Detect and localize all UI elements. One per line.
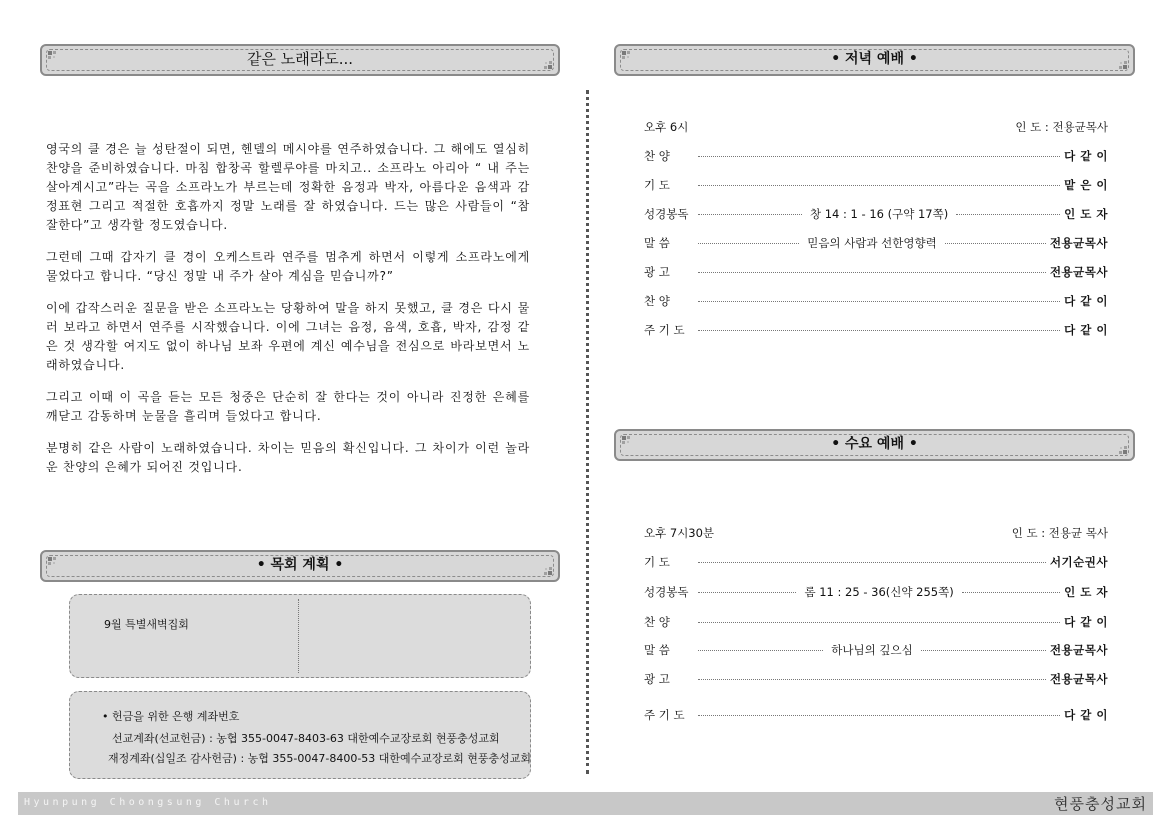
leader-dots	[962, 592, 1060, 593]
evening-order	[644, 118, 1108, 348]
plan-box-divider	[298, 599, 299, 673]
order-row	[644, 670, 1108, 688]
leader-dots	[698, 272, 1046, 273]
order-row	[644, 147, 1108, 165]
order-label: 성경봉독	[644, 207, 689, 221]
order-row	[644, 706, 1108, 724]
leader-dots	[956, 214, 1060, 215]
wednesday-banner	[614, 429, 1135, 461]
story-paragraph: 분명히 같은 사람이 노래하였습니다. 차이는 믿음의 확신입니다. 그 차이가 이런 놀라운 찬양의 은혜가 되어진 것입니다.	[46, 441, 530, 474]
plan-item: 9월 특별새벽집회	[104, 618, 189, 631]
order-person: 맡 은 이	[1064, 178, 1108, 192]
order-row	[644, 263, 1108, 281]
service-time: 오후 7시30분	[644, 526, 715, 540]
order-label: 성경봉독	[644, 585, 689, 599]
order-label: 광 고	[644, 672, 670, 686]
leader-dots	[698, 301, 1060, 302]
leader-dots	[698, 622, 1060, 623]
story-title: 같은 노래라도...	[246, 50, 353, 68]
order-label: 기 도	[644, 178, 670, 192]
service-leader: 인 도 : 전용균 목사	[1011, 526, 1108, 540]
story-paragraph: 그런데 그때 갑자기 클 경이 오케스트라 연주를 멈추게 하면서 이렇게 소프라노에게 물었다고 합니다. “당신 정말 내 주가 살아 계심을 믿습니까?”	[46, 250, 530, 283]
order-row	[644, 641, 1108, 659]
plan-title: • 목회 계획 •	[256, 557, 344, 573]
order-label: 찬 양	[644, 615, 670, 629]
order-label: 주 기 도	[644, 323, 685, 337]
story-text	[46, 140, 530, 490]
order-person: 다 같 이	[1064, 615, 1108, 629]
order-label: 찬 양	[644, 149, 670, 163]
order-row	[644, 583, 1108, 601]
order-label: 기 도	[644, 555, 670, 569]
order-row	[644, 176, 1108, 194]
leader-dots	[698, 715, 1060, 716]
sermon-title: 믿음의 사람과 선한영향력	[807, 236, 937, 250]
scripture-reference: 롬 11 : 25 - 36(신약 255쪽)	[804, 585, 954, 599]
order-label: 주 기 도	[644, 708, 685, 722]
wednesday-title: • 수요 예배 •	[831, 436, 918, 452]
order-label: 광 고	[644, 265, 670, 279]
leader-dots	[698, 592, 796, 593]
order-person: 다 같 이	[1064, 294, 1108, 308]
mission-account: 선교계좌(선교헌금) : 농협 355-0047-8403-63 대한예수교장로회 현풍충성교회	[112, 732, 500, 745]
evening-header	[644, 118, 1108, 136]
service-time: 오후 6시	[644, 120, 689, 134]
order-person: 전용균목사	[1049, 643, 1108, 657]
evening-title: • 저녁 예배 •	[831, 51, 918, 67]
leader-dots	[698, 185, 1060, 186]
leader-dots	[698, 679, 1046, 680]
leader-dots	[921, 650, 1046, 651]
church-name-english: Hyunpung Choongsung Church	[24, 797, 272, 808]
story-paragraph: 그리고 이때 이 곡을 듣는 모든 청중은 단순히 잘 한다는 것이 아니라 진정한 은혜를 깨닫고 감동하며 눈물을 흘리며 들었다고 합니다.	[46, 390, 530, 423]
order-person: 전용균목사	[1049, 236, 1108, 250]
leader-dots	[698, 562, 1046, 563]
order-person: 전용균목사	[1049, 672, 1108, 686]
evening-banner	[614, 44, 1135, 76]
church-name-korean: 현풍충성교회	[1054, 795, 1147, 813]
footer-bar	[18, 792, 1153, 815]
story-paragraph: 영국의 클 경은 늘 성탄절이 되면, 헨델의 메시야를 연주하였습니다. 그 해에도 열심히 찬양을 준비하였습니다. 마침 합창곡 할렐루야를 마치고.. 소프라노 아리아 “ 내 주는 살아계시고”라는 곡을 소프라노가 부르는데 정확한 음정과 박자, 아름다운 음색과 감정표현 그리고 적절한 호흡까지 정말 노래를 잘 하였습니다. 드는 많은 사람들이 “참 잘한다”고 생각할 정도였습니다.	[46, 142, 530, 232]
order-row	[644, 292, 1108, 310]
scripture-reference: 창 14 : 1 - 16 (구약 17쪽)	[809, 207, 949, 221]
leader-dots	[698, 156, 1060, 157]
finance-account: 재정계좌(십일조 감사헌금) : 농협 355-0047-8400-53 대한예수교장로회 현풍충성교회	[108, 752, 532, 765]
story-paragraph: 이에 갑작스러운 질문을 받은 소프라노는 당황하여 말을 하지 못했고, 클 경은 다시 물러 보라고 하면서 연주를 시작했습니다. 이에 그녀는 음정, 음색, 호흡, 박자, 감정 같은 것 생각할 여지도 없이 하나님 보좌 우편에 계신 예수님을 전심으로 바라보면서 노래하였습니다.	[46, 301, 530, 372]
order-row	[644, 205, 1108, 223]
order-label: 찬 양	[644, 294, 670, 308]
order-row	[644, 613, 1108, 631]
order-person: 서기순권사	[1049, 555, 1108, 569]
sermon-title: 하나님의 깊으심	[831, 643, 913, 657]
order-label: 말 씀	[644, 643, 670, 657]
leader-dots	[698, 243, 799, 244]
order-person: 전용균목사	[1049, 265, 1108, 279]
column-divider	[586, 90, 589, 774]
wednesday-order	[644, 524, 1108, 724]
leader-dots	[698, 330, 1060, 331]
order-person: 인 도 자	[1064, 585, 1108, 599]
order-row	[644, 321, 1108, 339]
wednesday-header	[644, 524, 1108, 542]
plan-banner	[40, 550, 560, 582]
order-person: 다 같 이	[1064, 323, 1108, 337]
order-person: 다 같 이	[1064, 708, 1108, 722]
order-person: 인 도 자	[1064, 207, 1108, 221]
order-row	[644, 234, 1108, 252]
story-banner	[40, 44, 560, 76]
service-leader: 인 도 : 전용균목사	[1015, 120, 1108, 134]
leader-dots	[945, 243, 1046, 244]
order-label: 말 씀	[644, 236, 670, 250]
account-box	[69, 691, 531, 779]
order-person: 다 같 이	[1064, 149, 1108, 163]
order-row	[644, 553, 1108, 571]
account-heading: • 헌금을 위한 은행 계좌번호	[102, 710, 240, 723]
leader-dots	[698, 214, 802, 215]
plan-box	[69, 594, 531, 678]
leader-dots	[698, 650, 823, 651]
